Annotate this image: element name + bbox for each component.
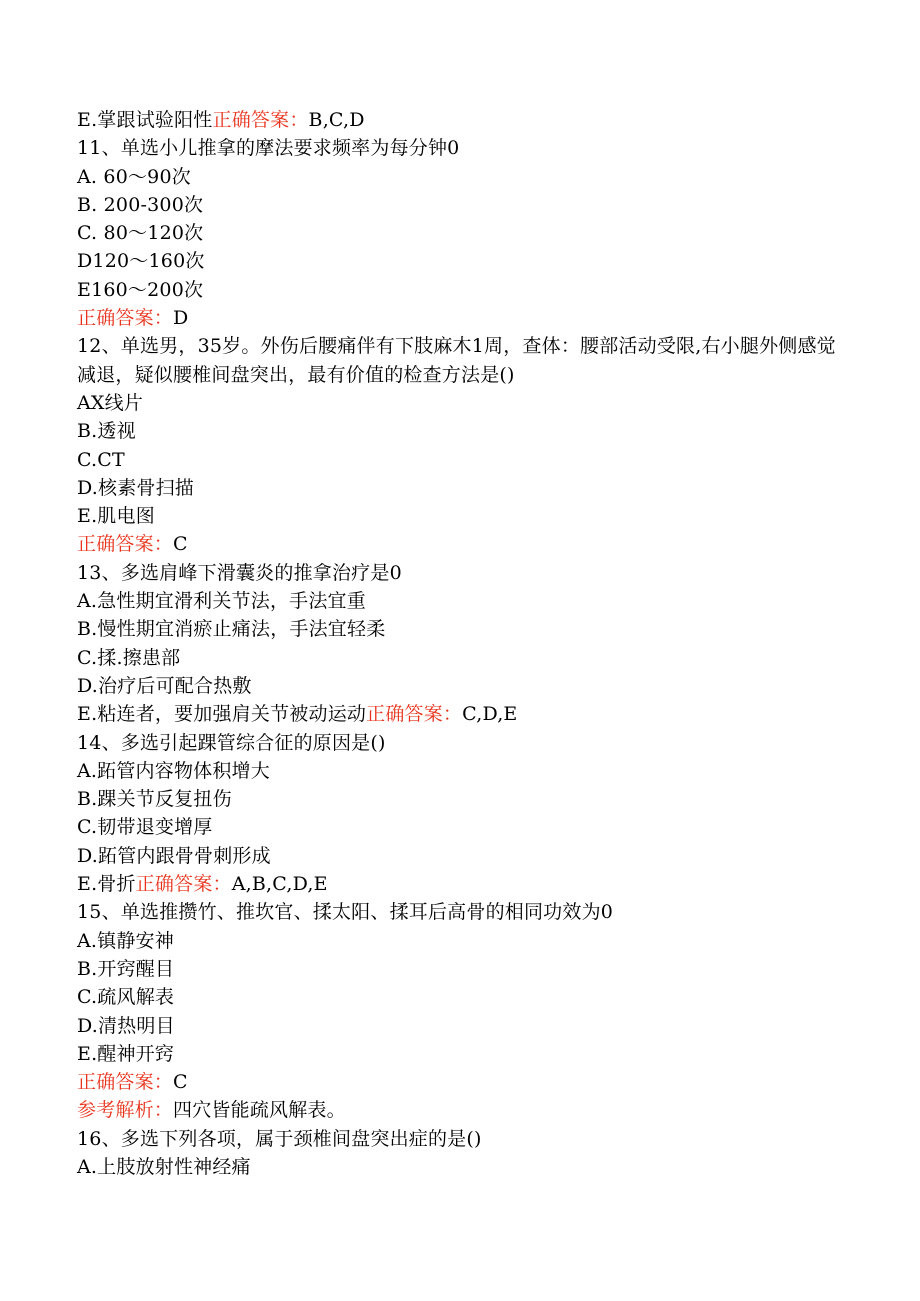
option-text: E.粘连者，要加强肩关节被动运动 (77, 703, 367, 726)
option-line: D.清热明目 (77, 1014, 175, 1037)
answer-label: 正确答案： (77, 533, 174, 556)
answer-line (77, 304, 847, 332)
option-line: D.治疗后可配合热敷 (77, 674, 252, 697)
option-line: A.上肢放射性神经痛 (77, 1155, 251, 1178)
option-line: C. 80～120次 (77, 222, 204, 245)
answer-value: C (173, 1071, 188, 1094)
answer-line (77, 530, 847, 558)
question-line: 11、单选小儿推拿的摩法要求频率为每分钟0 (77, 137, 460, 160)
question-line: 14、多选引起踝管综合征的原因是() (77, 731, 386, 754)
explanation-label: 参考解析： (77, 1099, 174, 1122)
option-line (77, 870, 847, 898)
answer-value: C,D,E (462, 703, 518, 726)
answer-value: D (173, 307, 189, 330)
option-line: A.跖管内容物体积增大 (77, 759, 270, 782)
question-line: 15、单选推攒竹、推坎官、揉太阳、揉耳后高骨的相同功效为0 (77, 901, 614, 924)
option-line: E160～200次 (77, 278, 204, 301)
answer-label: 正确答案： (212, 109, 309, 131)
option-line: C.CT (77, 448, 125, 471)
question-line: 13、多选肩峰下滑囊炎的推拿治疗是0 (77, 561, 402, 584)
option-line: D.跖管内跟骨骨刺形成 (77, 844, 271, 867)
option-line: B.慢性期宜消瘀止痛法，手法宜轻柔 (77, 618, 386, 641)
answer-value: C (173, 533, 188, 556)
option-line: D120～160次 (77, 250, 205, 273)
option-line: A.急性期宜滑利关节法，手法宜重 (77, 590, 366, 613)
option-text: E.掌跟试验阳性 (77, 109, 213, 131)
answer-label: 正确答案： (77, 307, 174, 330)
option-line: E.肌电图 (77, 505, 155, 528)
answer-value: A,B,C,D,E (231, 873, 328, 896)
answer-label: 正确答案： (366, 703, 463, 726)
answer-line (77, 1068, 847, 1096)
option-line: B.开窍醒目 (77, 957, 175, 980)
option-line: C.韧带退变增厚 (77, 816, 213, 839)
option-line: C.疏风解表 (77, 986, 175, 1009)
option-line (77, 700, 847, 728)
option-line: B.踝关节反复扭伤 (77, 788, 232, 811)
option-line: E.醒神开窍 (77, 1042, 175, 1065)
explanation-text: 四穴皆能疏风解表。 (173, 1099, 346, 1122)
option-line: A. 60～90次 (77, 165, 191, 188)
option-line: D.核素骨扫描 (77, 476, 194, 499)
option-line: C.揉.擦患部 (77, 646, 181, 669)
answer-label: 正确答案： (77, 1071, 174, 1094)
option-line: B.透视 (77, 420, 136, 443)
answer-label: 正确答案： (135, 873, 232, 896)
option-line: B. 200-300次 (77, 193, 204, 216)
question-line: 16、多选下列各项，属于颈椎间盘突出症的是() (77, 1127, 482, 1150)
option-text: E.骨折 (77, 873, 136, 896)
option-line (77, 106, 847, 134)
explanation-line (77, 1096, 847, 1124)
option-line: AX线片 (77, 391, 144, 414)
option-line: A.镇静安神 (77, 929, 174, 952)
document-page (77, 106, 847, 1181)
answer-value: B,C,D (308, 109, 365, 131)
question-line: 12、单选男，35岁。外伤后腰痛伴有下肢麻木1周，查体：腰部活动受限,右小腿外侧感觉减退，疑似腰椎间盘突出，最有价值的检查方法是() (77, 335, 836, 386)
